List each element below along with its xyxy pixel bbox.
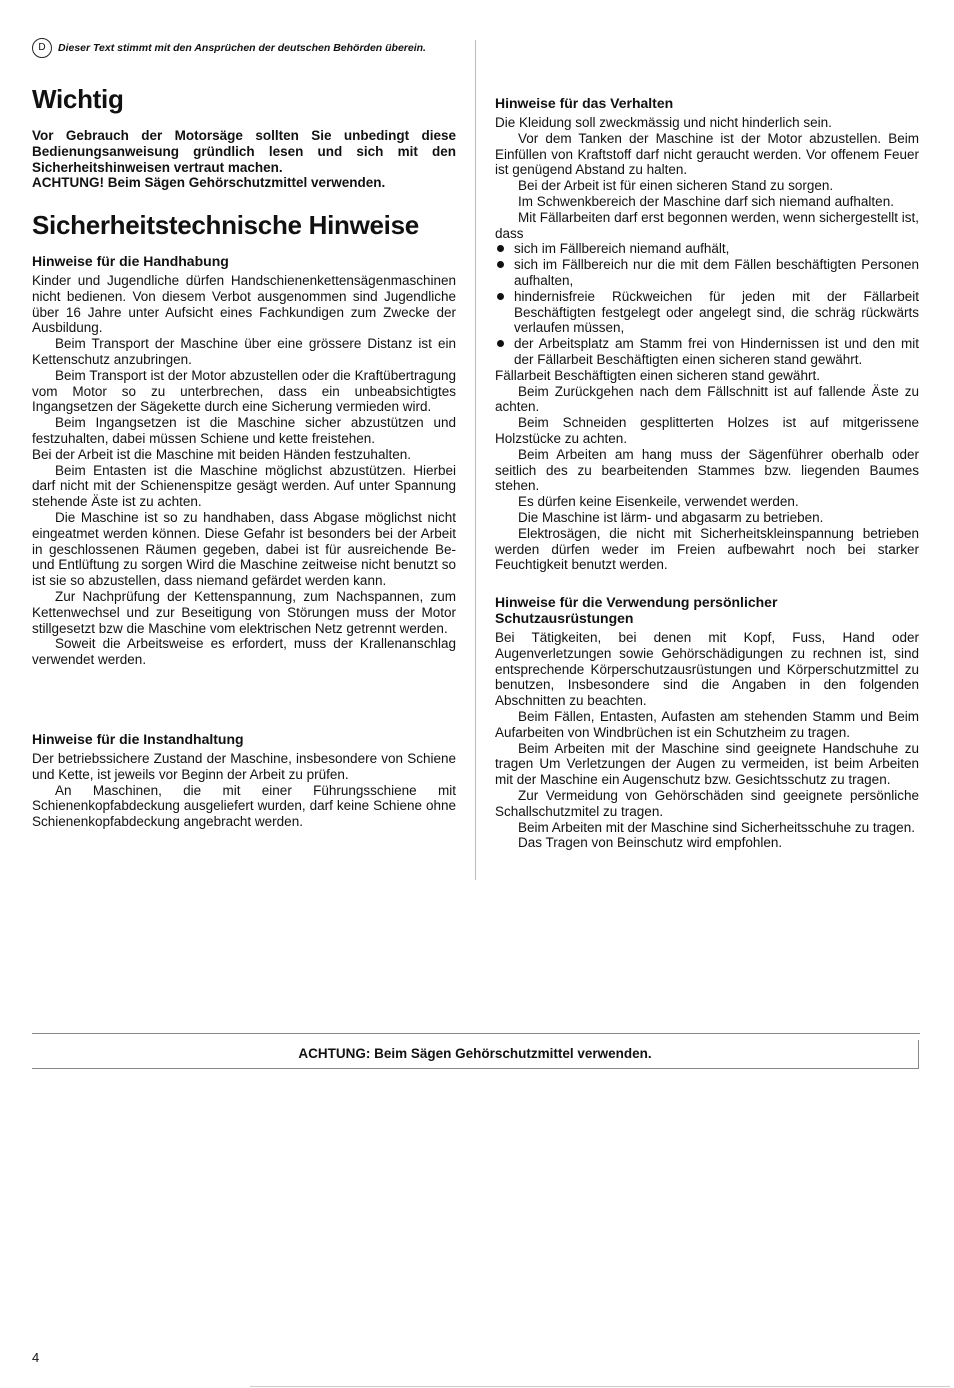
paragraph: Beim Transport der Maschine über eine grössere Distanz ist ein Kettenschutz anzubringen. xyxy=(32,336,456,367)
bullet-icon xyxy=(497,261,504,268)
section-heading: Hinweise für das Verhalten xyxy=(495,95,674,111)
bullet-icon xyxy=(497,245,504,252)
paragraph: Die Kleidung soll zweckmässig und nicht hinderlich sein. xyxy=(495,115,832,130)
list-item-text: der Arbeitsplatz am Stamm frei von Hindernissen ist und den mit der Fällarbeit Beschäftigten einen sicheren stand gewährt. xyxy=(514,336,919,367)
paragraph: Es dürfen keine Eisenkeile, verwendet werden. xyxy=(518,494,799,510)
paragraph: Die Maschine ist so zu handhaben, dass Abgase möglichst nicht eingeatmet werden können. Diese Gefahr ist besonders bei der Arbeit in geschlossenen Räumen gegeben, dabei ist für ausreichende Be- und Entlüftung zu sorgen Wird die Maschine zeitweise nicht benutzt so ist sie so abzustellen, dass niemand gefärdet werden kann. xyxy=(32,509,456,589)
paragraph: Kinder und Jugendliche dürfen Handschienenkettensägenmaschinen nicht bedienen. Von diesem Verbot ausgenommen sind Jugendliche über 16 Jahre unter Aufsicht eines Fachkundigen zum Zwecke der Ausbildung. xyxy=(32,273,456,336)
paragraph: Beim Ingangsetzen ist die Maschine sicher abzustützen und festzuhalten, dabei müssen Schiene und kette freistehen. xyxy=(32,415,456,446)
paragraph: Beim Arbeiten mit der Maschine sind geeignete Handschuhe zu tragen Um Verletzungen der Augen zu vermeiden, ist beim Arbeiten mit der Maschine ein Augenschutz bzw. Gesichtsschutz zu tragen. xyxy=(495,740,919,788)
paragraph: Mit Fällarbeiten darf erst begonnen werden, wenn sichergestellt ist, dass xyxy=(495,209,919,241)
wichtig-text: Vor Gebrauch der Motorsäge sollten Sie unbedingt diese Bedienungsanweisung gründlich lesen und sich mit den Sicherheitshinweisen vertraut machen. xyxy=(32,128,456,175)
paragraph: Bei Tätigkeiten, bei denen mit Kopf, Fuss, Hand oder Augenverletzungen sowie Gehörschädigungen zu rechnen ist, sind entsprechende Körperschutzausrüstungen und Körperschutzmittel zu benutzen, Insbesondere sind die Angaben in den folgenden Abschnitten zu beachten. xyxy=(495,630,919,709)
paragraph: Soweit die Arbeitsweise es erfordert, muss der Krallenanschlag verwendet werden. xyxy=(32,636,456,668)
page-number: 4 xyxy=(32,1350,40,1365)
paragraph: Beim Arbeiten mit der Maschine sind Sicherheitsschuhe zu tragen. xyxy=(518,819,915,835)
list-item xyxy=(495,289,919,336)
paragraph: Beim Zurückgehen nach dem Fällschnitt ist auf fallende Äste zu achten. xyxy=(495,383,919,415)
section-schutzausruestungen xyxy=(495,594,919,851)
paragraph: Beim Arbeiten am hang muss der Sägenführer oberhalb oder seitlich des zu bearbeitenden Stammes bzw. liegenden Baumes stehen. xyxy=(495,446,919,494)
paragraph: Beim Schneiden gesplitterten Holzes ist auf mitgerissene Holzstücke zu achten. xyxy=(495,415,919,446)
country-badge: D xyxy=(32,38,52,58)
list-item-text: sich im Fällbereich nur die mit dem Fällen beschäftigten Personen aufhalten, xyxy=(514,257,919,288)
paragraph: Elektrosägen, die nicht mit Sicherheitskleinspannung betrieben werden dürfen weder im Freien aufbewahrt noch bei starker Feuchtigkeit benutzt werden. xyxy=(495,525,919,573)
bottom-rule xyxy=(250,1386,950,1387)
list-item-text: sich im Fällbereich niemand aufhält, xyxy=(514,241,730,257)
column-divider xyxy=(475,40,476,880)
footer-warning: ACHTUNG: Beim Sägen Gehörschutzmittel verwenden. xyxy=(32,1040,919,1069)
paragraph: Bei der Arbeit ist die Maschine mit beiden Händen festzuhalten. xyxy=(32,446,411,462)
paragraph: Beim Fällen, Entasten, Aufasten am stehenden Stamm und Beim Aufarbeiten von Windbrüchen ist ein Schutzheim zu tragen. xyxy=(495,708,919,740)
paragraph: Vor dem Tanken der Maschine ist der Motor abzustellen. Beim Einfüllen von Kraftstoff darf nicht geraucht werden. Vor offenem Feuer ist genügend Abstand zu halten. xyxy=(495,130,919,178)
section-instandhaltung xyxy=(32,731,456,830)
list-item-text: hindernisfreie Rückweichen für jeden mit der Fällarbeit Beschäftigten festgelegt oder angelegt sind, die schräg rückwärts verlaufen müssen, xyxy=(514,288,919,336)
paragraph: Der betriebssichere Zustand der Maschine, insbesondere von Schiene und Kette, ist jeweils vor Beginn der Arbeit zu prüfen. xyxy=(32,751,456,782)
footer-divider xyxy=(32,1033,920,1034)
section-heading: Hinweise für die Instandhaltung xyxy=(32,731,244,747)
paragraph: Zur Nachprüfung der Kettenspannung, zum Nachspannen, zum Kettenwechsel und zur Beseitigung von Störungen muss der Motor stillgesetzt bzw die Maschine vom elektrischen Netz getrennt werden. xyxy=(32,588,456,636)
section-heading: Hinweise für die Verwendung persönlicher Schutzausrüstungen xyxy=(495,594,778,626)
section-handhabung xyxy=(32,253,456,668)
authority-notice xyxy=(32,38,472,58)
bullet-icon xyxy=(497,293,504,300)
list-item xyxy=(495,336,919,368)
bullet-icon xyxy=(497,340,504,347)
paragraph: Bei der Arbeit ist für einen sicheren Stand zu sorgen. xyxy=(518,178,834,194)
list-item xyxy=(495,241,919,257)
paragraph: Beim Entasten ist die Maschine möglichst abzustützen. Hierbei darf nicht mit der Schienenspitze gesägt werden. Auf unter Spannung stehende Äste ist zu achten. xyxy=(32,462,456,510)
paragraph: Das Tragen von Beinschutz wird empfohlen. xyxy=(518,835,783,851)
bullet-list xyxy=(495,241,919,367)
wichtig-title: Wichtig xyxy=(32,84,124,114)
paragraph: An Maschinen, die mit einer Führungsschiene mit Schienenkopfabdeckung ausgeliefert wurden, darf keine Schiene ohne Schienenkopfabdeckung angebracht werden. xyxy=(32,782,456,830)
wichtig-warning: ACHTUNG! Beim Sägen Gehörschutzmittel verwenden. xyxy=(32,175,386,191)
paragraph: Die Maschine ist lärm- und abgasarm zu betrieben. xyxy=(518,509,824,525)
list-item xyxy=(495,257,919,289)
main-title: Sicherheitstechnische Hinweise xyxy=(32,210,419,240)
paragraph: Zur Vermeidung von Gehörschäden sind geeignete persönliche Schallschutzmitel zu tragen. xyxy=(495,787,919,819)
wichtig-intro xyxy=(32,128,456,191)
section-heading: Hinweise für die Handhabung xyxy=(32,253,229,269)
paragraph: Beim Transport ist der Motor abzustellen oder die Kraftübertragung vom Motor so zu unterbrechen, dass ein unbeabsichtigtes Ingangsetzen der Sägekette durch eine Sicherung vermieden wird. xyxy=(32,367,456,415)
paragraph: Im Schwenkbereich der Maschine darf sich niemand aufhalten. xyxy=(518,193,894,209)
paragraph: Fällarbeit Beschäftigten einen sicheren stand gewährt. xyxy=(495,367,820,383)
authority-notice-text: Dieser Text stimmt mit den Ansprüchen der deutschen Behörden überein. xyxy=(58,41,426,54)
section-verhalten xyxy=(495,95,919,573)
